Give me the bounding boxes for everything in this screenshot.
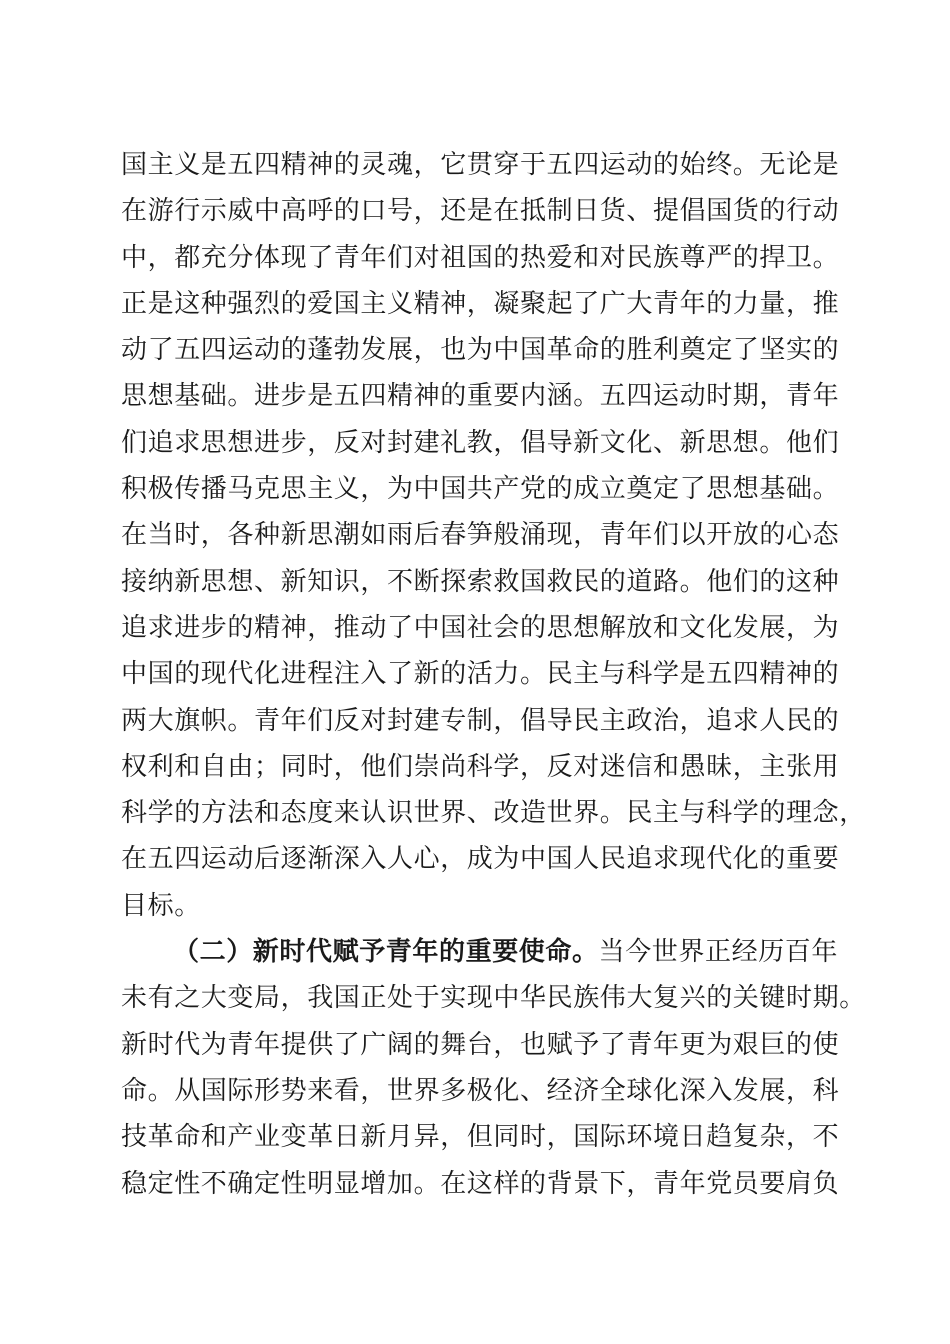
text-line: 在游行示威中高呼的口号，还是在抵制日货、提倡国货的行动: [121, 196, 840, 227]
text-line: 追求进步的精神，推动了中国社会的思想解放和文化发展，为: [121, 612, 840, 643]
paragraph-1: [121, 142, 866, 929]
text-line: 正是这种强烈的爱国主义精神，凝聚起了广大青年的力量，推: [121, 288, 840, 319]
text-line: 未有之大变局，我国正处于实现中华民族伟大复兴的关键时期。: [121, 983, 866, 1014]
paragraph-2: [121, 929, 866, 1207]
text-line: 命。从国际形势来看，世界多极化、经济全球化深入发展，科: [121, 1075, 840, 1106]
section-heading: （二）新时代赋予青年的重要使命。: [173, 937, 599, 968]
text-line: 思想基础。进步是五四精神的重要内涵。五四运动时期，青年: [121, 381, 840, 412]
text-line: 积极传播马克思主义，为中国共产党的成立奠定了思想基础。: [121, 474, 840, 505]
text-line: 在当时，各种新思潮如雨后春笋般涌现，青年们以开放的心态: [121, 520, 840, 551]
text-line: 科学的方法和态度来认识世界、改造世界。民主与科学的理念，: [121, 798, 866, 829]
text-line: 中，都充分体现了青年们对祖国的热爱和对民族尊严的捍卫。: [121, 242, 840, 273]
text-line: 目标。: [121, 890, 201, 921]
text-line: 两大旗帜。青年们反对封建专制，倡导民主政治，追求人民的: [121, 705, 840, 736]
text-line: 权利和自由；同时，他们崇尚科学，反对迷信和愚昧，主张用: [121, 751, 840, 782]
text-line: 中国的现代化进程注入了新的活力。民主与科学是五四精神的: [121, 659, 840, 690]
document-body: [121, 142, 866, 1207]
text-line: 技革命和产业变革日新月异，但同时，国际环境日趋复杂，不: [121, 1122, 840, 1153]
text-line: 接纳新思想、新知识，不断探索救国救民的道路。他们的这种: [121, 566, 840, 597]
heading-line-rest: 当今世界正经历百年: [598, 937, 839, 968]
text-line: 稳定性不确定性明显增加。在这样的背景下，青年党员要肩负: [121, 1168, 840, 1199]
text-line: [121, 929, 839, 975]
text-line: 国主义是五四精神的灵魂，它贯穿于五四运动的始终。无论是: [121, 150, 840, 180]
text-line: 动了五四运动的蓬勃发展，也为中国革命的胜利奠定了坚实的: [121, 335, 840, 366]
text-line: 新时代为青年提供了广阔的舞台，也赋予了青年更为艰巨的使: [121, 1029, 840, 1060]
text-line: 们追求思想进步，反对封建礼教，倡导新文化、新思想。他们: [121, 427, 840, 458]
text-line: 在五四运动后逐渐深入人心，成为中国人民追求现代化的重要: [121, 844, 840, 875]
